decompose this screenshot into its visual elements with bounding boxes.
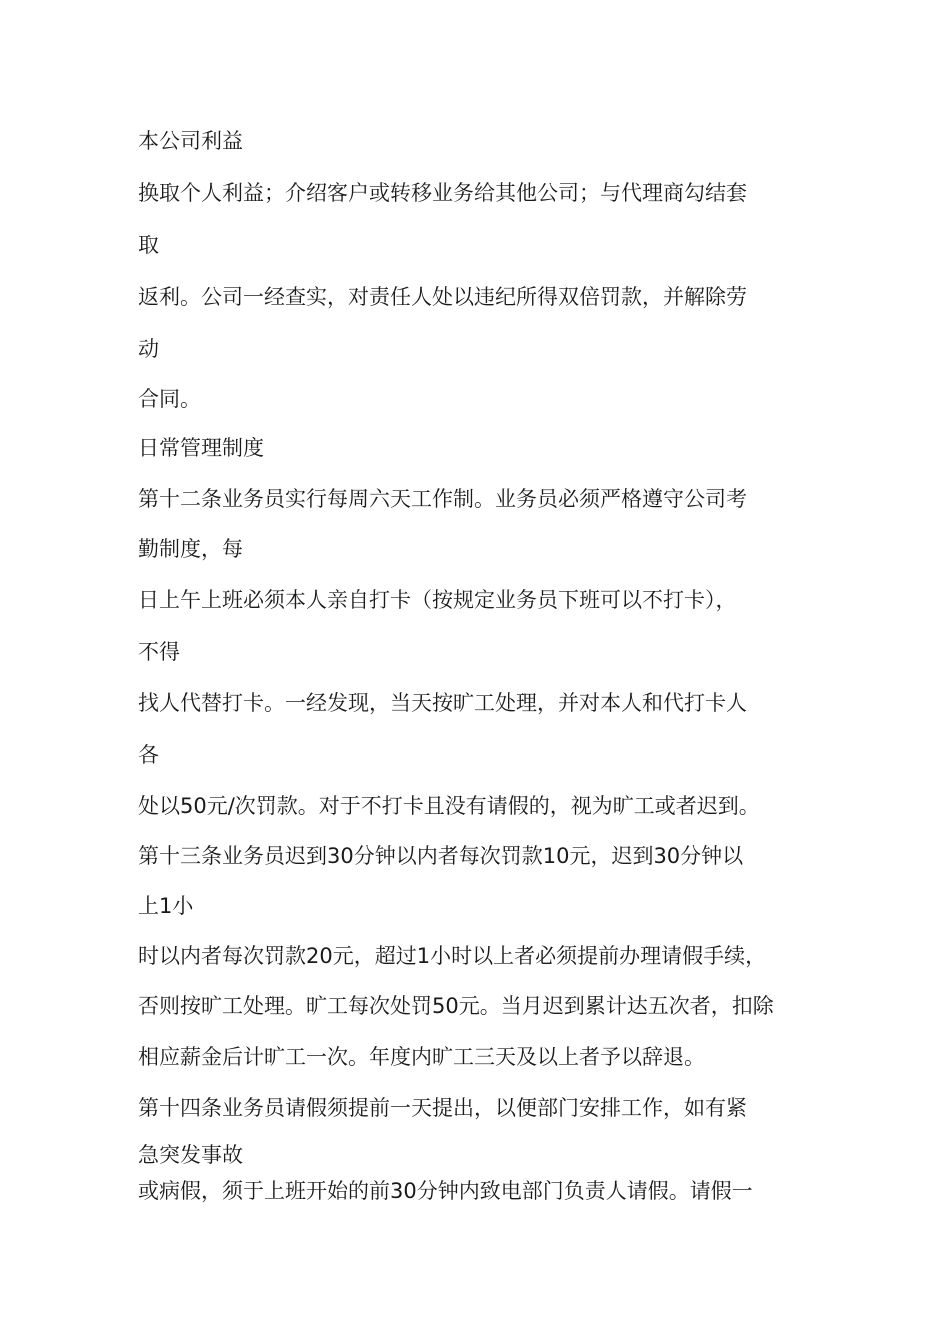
text-line: 日上午上班必须本人亲自打卡（按规定业务员下班可以不打卡）， [138,588,737,612]
text-line: 相应薪金后计旷工一次。年度内旷工三天及以上者予以辞退。 [138,1045,705,1069]
text-line: 第十三条业务员迟到30分钟以内者每次罚款10元，迟到30分钟以 [138,844,744,868]
text-line: 不得 [138,640,180,664]
text-line: 本公司利益 [138,129,243,153]
text-line: 时以内者每次罚款20元，超过1小时以上者必须提前办理请假手续， [138,944,767,968]
text-line: 处以50元/次罚款。对于不打卡且没有请假的，视为旷工或者迟到。 [138,794,760,818]
text-line: 返利。公司一经查实，对责任人处以违纪所得双倍罚款，并解除劳 [138,285,747,309]
text-line: 急突发事故 [138,1143,243,1167]
text-line: 取 [138,233,159,257]
text-line: 或病假，须于上班开始的前30分钟内致电部门负责人请假。请假一 [138,1179,753,1203]
text-line: 找人代替打卡。一经发现，当天按旷工处理，并对本人和代打卡人 [138,691,747,715]
text-line: 上1小 [138,894,194,918]
text-line: 否则按旷工处理。旷工每次处罚50元。当月迟到累计达五次者，扣除 [138,994,774,1018]
text-line: 动 [138,337,159,361]
text-line: 勤制度，每 [138,537,243,561]
text-line: 第十四条业务员请假须提前一天提出，以便部门安排工作，如有紧 [138,1096,747,1120]
text-line: 换取个人利益；介绍客户或转移业务给其他公司；与代理商勾结套 [138,181,747,205]
text-line: 第十二条业务员实行每周六天工作制。业务员必须严格遵守公司考 [138,487,747,511]
text-line: 各 [138,743,159,767]
text-line: 合同。 [138,387,201,411]
section-heading: 日常管理制度 [138,436,264,460]
